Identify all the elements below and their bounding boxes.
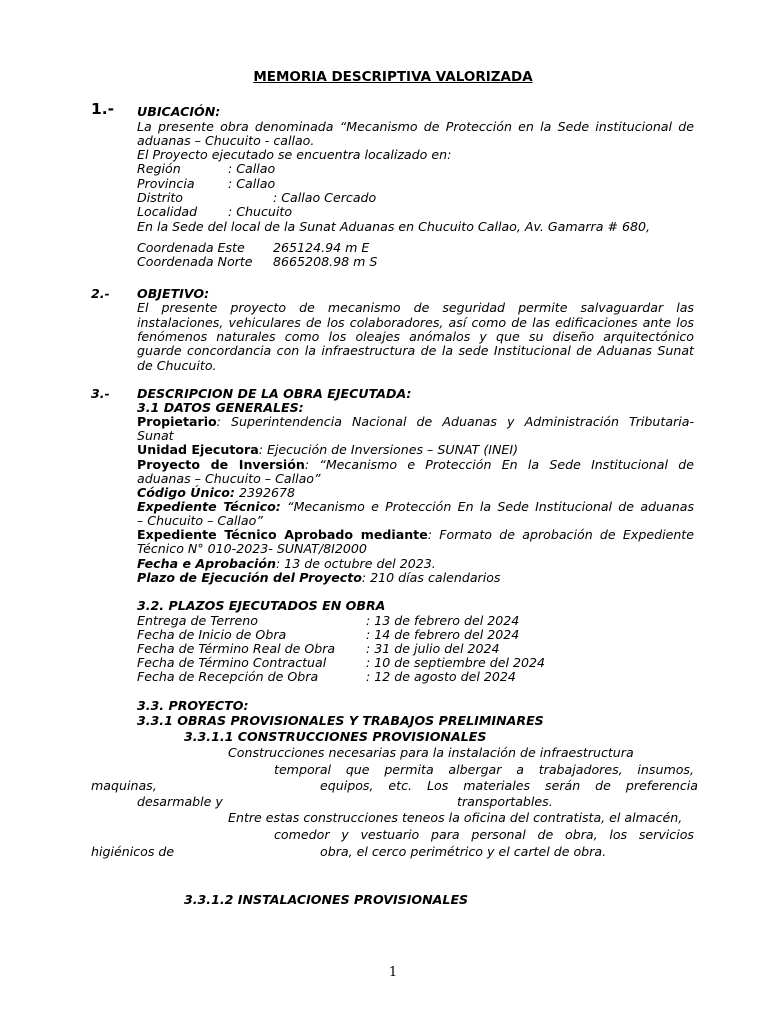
coord-east-value: 265124.94 m E	[273, 240, 370, 255]
approved-file-line	[137, 527, 694, 542]
province-label: Provincia	[137, 176, 195, 191]
plazo-label: Entrega de Terreno	[137, 613, 258, 628]
region-value: : Callao	[228, 161, 276, 176]
approval-date-line	[137, 556, 436, 571]
investment-project-label: Proyecto de Inversión	[137, 457, 305, 472]
section-1-line: aduanas – Chucuito - callao.	[137, 133, 315, 148]
construction-text-line: Entre estas construcciones teneos la oficina del contratista, el almacén,	[228, 810, 683, 825]
approval-date-label: Fecha e Aprobación	[137, 556, 276, 571]
district-value: : Callao Cercado	[273, 190, 377, 205]
page-number: 1	[388, 965, 398, 980]
region-label: Región	[137, 161, 181, 176]
owner-value: : Superintendencia Nacional de Aduanas y Administración Tributaria-	[216, 414, 694, 429]
section-3-heading: DESCRIPCION DE LA OBRA EJECUTADA:	[137, 386, 412, 401]
unique-code-line	[137, 485, 295, 500]
section-2-line: El presente proyecto de mecanismo de seguridad permite salvaguardar las	[137, 300, 694, 315]
subsection-3-3-1-1-heading: 3.3.1.1 CONSTRUCCIONES PROVISIONALES	[184, 729, 487, 744]
locality-label: Localidad	[137, 204, 198, 219]
unique-code-label: Código Único:	[137, 485, 235, 500]
approved-file-value-cont: Técnico N° 010-2023- SUNAT/8I2000	[137, 541, 367, 556]
plazo-value: : 31 de julio del 2024	[366, 641, 500, 656]
subsection-3-3-heading: 3.3. PROYECTO:	[137, 698, 249, 713]
executing-unit-label: Unidad Ejecutora	[137, 442, 259, 457]
construction-text-line: temporal que permita albergar a trabajadores, insumos,	[274, 762, 694, 777]
unique-code-value: 2392678	[234, 485, 296, 500]
plazo-label: Fecha de Término Contractual	[137, 655, 327, 670]
subsection-3-3-1-2-heading: 3.3.1.2 INSTALACIONES PROVISIONALES	[184, 892, 469, 907]
section-1-line: La presente obra denominada “Mecanismo de Protección en la Sede institucional de	[137, 119, 694, 134]
approval-date-value: : 13 de octubre del 2023.	[275, 556, 436, 571]
section-1-heading: UBICACIÓN:	[137, 104, 221, 119]
technical-file-value-cont: – Chucuito – Callao”	[137, 513, 263, 528]
section-1-line: En la Sede del local de la Sunat Aduanas en Chucuito Callao, Av. Gamarra # 680,	[137, 219, 651, 234]
coord-north-value: 8665208.98 m S	[273, 254, 378, 269]
plazo-value: : 10 de septiembre del 2024	[366, 655, 545, 670]
execution-term-line	[137, 570, 500, 585]
plazo-label: Fecha de Recepción de Obra	[137, 669, 319, 684]
province-value: : Callao	[228, 176, 276, 191]
construction-text-line: obra, el cerco perimétrico y el cartel de obra.	[320, 844, 607, 859]
section-1-line: El Proyecto ejecutado se encuentra localizado en:	[137, 147, 452, 162]
owner-value-cont: Sunat	[137, 428, 174, 443]
section-1-number: 1.-	[91, 100, 115, 118]
construction-text-line: desarmable y	[137, 794, 223, 809]
construction-text-line: Construcciones necesarias para la instalación de infraestructura	[228, 745, 634, 760]
section-2-heading: OBJETIVO:	[137, 286, 210, 301]
plazo-label: Fecha de Inicio de Obra	[137, 627, 287, 642]
coord-north-label: Coordenada Norte	[137, 254, 253, 269]
section-2-line: de Chucuito.	[137, 358, 217, 373]
subsection-3-1-heading: 3.1 DATOS GENERALES:	[137, 400, 304, 415]
technical-file-label: Expediente Técnico:	[137, 499, 281, 514]
subsection-3-3-1-heading: 3.3.1 OBRAS PROVISIONALES Y TRABAJOS PRELIMINARES	[137, 713, 544, 728]
district-label: Distrito	[137, 190, 184, 205]
construction-text-line: comedor y vestuario para personal de obra, los servicios	[274, 827, 694, 842]
locality-value: : Chucuito	[228, 204, 293, 219]
section-2-line: fenómenos naturales como los oleajes anómalos y que su diseño arquitectónico	[137, 329, 694, 344]
construction-text-line: equipos, etc. Los materiales serán de preferencia	[320, 778, 698, 793]
construction-text-line: higiénicos de	[91, 844, 175, 859]
owner-label: Propietario	[137, 414, 217, 429]
technical-file-value: “Mecanismo e Protección En la Sede Institucional de aduanas	[280, 499, 695, 514]
investment-project-line	[137, 457, 694, 472]
plazo-label: Fecha de Término Real de Obra	[137, 641, 336, 656]
investment-project-value: : “Mecanismo e Protección En la Sede Institucional de	[304, 457, 694, 472]
plazo-value: : 12 de agosto del 2024	[366, 669, 516, 684]
executing-unit-value: : Ejecución de Inversiones – SUNAT (INEI)	[258, 442, 519, 457]
section-2-line: guarde concordancia con la infraestructura de la sede Institucional de Aduanas Sunat	[137, 343, 694, 358]
section-2-number: 2.-	[91, 286, 110, 301]
plazo-value: : 13 de febrero del 2024	[366, 613, 520, 628]
execution-term-label: Plazo de Ejecución del Proyecto	[137, 570, 362, 585]
technical-file-line	[137, 499, 694, 514]
investment-project-value-cont: aduanas – Chucuito – Callao”	[137, 471, 321, 486]
plazo-value: : 14 de febrero del 2024	[366, 627, 520, 642]
construction-text-line: transportables.	[457, 794, 553, 809]
approved-file-value: : Formato de aprobación de Expediente	[427, 527, 694, 542]
executing-unit-line	[137, 442, 518, 457]
owner-line	[137, 414, 694, 429]
approved-file-label: Expediente Técnico Aprobado mediante	[137, 527, 428, 542]
coord-east-label: Coordenada Este	[137, 240, 245, 255]
section-2-line: instalaciones, vehiculares de los colaboradores, así como de las edificaciones ante los	[137, 315, 694, 330]
document-title: MEMORIA DESCRIPTIVA VALORIZADA	[253, 69, 533, 85]
construction-text-line: maquinas,	[91, 778, 157, 793]
section-3-number: 3.-	[91, 386, 110, 401]
execution-term-value: : 210 días calendarios	[361, 570, 501, 585]
subsection-3-2-heading: 3.2. PLAZOS EJECUTADOS EN OBRA	[137, 598, 386, 613]
